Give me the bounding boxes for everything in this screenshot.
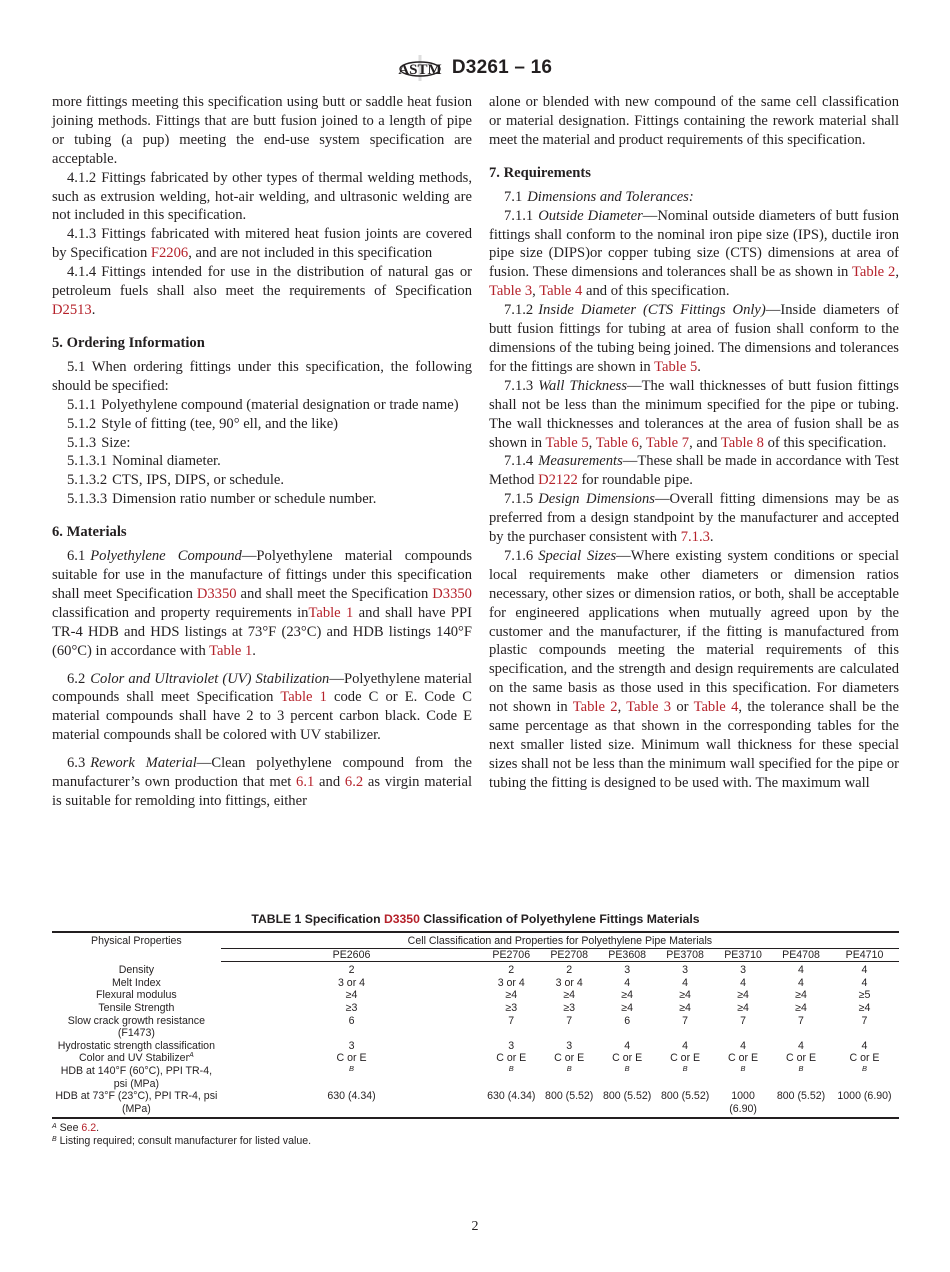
table-cell: ≥5 [858,989,871,1002]
classification-table [52,931,899,1119]
table-cell: ≥3 [505,1001,518,1014]
ref-link-table-2[interactable]: Table 2 [572,699,618,716]
clause-title: Wall Thickness [538,377,628,394]
clause-text: classification and property requirements in [52,604,309,621]
table-cell [482,1065,540,1090]
table-cell: 4 [682,1039,689,1052]
ref-link-f2206[interactable]: F2206 [150,245,189,262]
paragraph-4-1-3 [52,225,472,263]
table-body [52,962,899,1119]
table-row [52,1052,899,1065]
table-footnotes [52,1122,899,1148]
clause-number: 5.1.2 [67,415,97,432]
paragraph-5-1-3 [52,434,472,453]
clause-text: —Nominal outside diameters of butt fusion fittings shall conform to the nominal iron pipe size (IPS), ductile iron pipe size (DIPS)or copper tubing size (CTS) dimensions at area of fusion. These dimensions and tolerances shall be as shown in [489,207,900,281]
table-cell: ≥4 [505,989,518,1002]
table-cell: ≥4 [795,989,807,1002]
separator: , [638,434,646,451]
table-cell: 2 [348,964,355,977]
section-heading-materials: 6. Materials [52,524,127,541]
clause-text: as virgin material is suitable for remolding into fittings, either [52,774,472,809]
header-code: PE2706 [482,948,540,962]
clause-text: —Clean polyethylene compound from the manufacturer’s own production that met [52,755,472,791]
table-cell: C or E [728,1052,759,1065]
clause-text: . [697,358,701,375]
table-cell: 3 [624,964,631,977]
table-cell: ≥4 [621,989,633,1002]
clause-text: and shall meet the Specification [236,585,433,602]
table-cell: ≥4 [795,1001,807,1014]
table-cell: 3 or 4 [555,976,583,989]
footnote-b [52,1135,899,1148]
clause-text: —Where existing system conditions or special local requirements make other diameters or dimension ratios necessary, other sizes or dimension ratios, or both, shall be acceptable for engineered applications when mutually agreed upon by the customer and the manufacturer, if the fitting is manufactured from plastic compounds meeting the material requirements of this specification, and the strength and design requirements are calculated on the same basis as those used in this specification. For diameters not shown in [489,547,899,716]
clause-text: of this specification. [763,434,887,451]
header-code: PE2708 [540,948,598,962]
ref-link-table-3[interactable]: Table 3 [489,283,533,300]
table-cell: 7 [682,1014,689,1027]
paragraph-6-3-continued: alone or blended with new compound of the same cell classification or material designation. Fittings containing the rework material shall meet the material and product requirements of this specification. [489,94,899,148]
table-cell: C or E [670,1052,701,1065]
ref-link-6-1[interactable]: 6.1 [296,774,315,791]
table-cell [221,1065,483,1090]
caption-text: TABLE 1 Specification [251,912,384,926]
clause-text: code C or E. Code C material compounds shall have 2 to 3 percent carbon black. Code E material compounds shall be colored with UV stabilizer. [52,689,472,744]
clause-text: Polyethylene compound (material designation or trade name) [101,396,459,413]
header-code: PE3708 [656,948,714,962]
footnote-marker[interactable]: B [682,1063,688,1073]
row-label: Slow crack growth resistance (F1473) [67,1014,205,1040]
table-cell: 630 (4.34) [487,1090,536,1103]
table-cell: 4 [798,964,804,977]
clause-title: Color and Ultraviolet (UV) Stabilization [90,670,330,687]
clause-text: and [314,774,345,791]
clause-number: 5.1.3.2 [67,472,108,489]
table-cell: ≥4 [737,1001,749,1014]
paragraph-5-1-1 [52,396,472,415]
header-code: PE2606 [221,948,483,962]
ref-link-6-2[interactable]: 6.2 [81,1122,97,1135]
paragraph-6-3 [52,754,472,811]
clause-text: , the tolerance shall be the same percentage as that shown in the corresponding tables for the next smaller listed size. Minimum wall thickness for these special sizes shall not be less than the minimum wall specified for the pipe or tubing the fitting is designed to be used with. The maximum wall [489,699,899,791]
table-cell: 4 [861,1039,868,1052]
paragraph-7-1-6 [489,547,899,793]
paragraph-7-1-1 [489,207,899,302]
table-cell: ≥4 [563,989,576,1002]
header-cell-classification: Cell Classification and Properties for Polyethylene Pipe Materials [221,932,899,948]
table-cell: 2 [508,964,515,977]
table-cell: 3 or 4 [337,976,366,989]
clause-title: Design Dimensions [538,491,655,508]
clause-number: 7.1 [504,188,523,205]
clause-number: 6.2 [67,670,86,687]
separator: , [588,434,596,451]
table-cell [598,1065,656,1090]
header-code: PE4708 [772,948,830,962]
table-row [52,1040,899,1053]
clause-title: Rework Material [90,755,197,772]
table-cell: 3 or 4 [497,976,525,989]
table-cell: 800 (5.52) [603,1090,652,1103]
clause-text: —Inside diameters of butt fusion fittings for tubing at area of fusion shall conform to the dimensions of the tubing being joined. The dimensions and tolerances for the fittings are shown in [489,302,899,375]
clause-number: 7.1.5 [504,491,534,508]
separator: , [895,264,899,281]
paragraph-4-1-2 [52,169,472,226]
clause-title: Special Sizes [538,547,617,564]
ref-link-table-4[interactable]: Table 4 [539,283,583,300]
header-physical-properties: Physical Properties [91,935,182,947]
clause-text: . [709,529,714,546]
table-cell: 3 [566,1039,573,1052]
ref-link-table-5[interactable]: Table 5 [654,358,698,375]
paragraph-7-1 [489,188,899,207]
paragraph-4-1-4 [52,263,472,320]
footnote-marker[interactable]: B [624,1063,630,1073]
table-cell: 4 [624,1039,631,1052]
table-cell [540,1065,598,1090]
ref-link-table-7[interactable]: Table 7 [645,434,690,451]
table-cell [830,1065,899,1090]
clause-number: 6.1 [67,548,86,565]
left-column [52,93,472,811]
table-cell: ≥4 [621,1001,633,1014]
row-label [52,1052,221,1065]
ref-link-6-2[interactable]: 6.2 [344,774,364,791]
clause-text: Style of fitting (tee, 90° ell, and the like) [101,415,339,432]
table-cell: 7 [798,1014,804,1027]
clause-number: 4.1.3 [67,226,97,243]
clause-number: 7.1.3 [504,377,534,394]
table-cell: 1000 (6.90) [729,1090,757,1115]
table-cell: 4 [740,976,746,989]
table-cell: 7 [508,1014,515,1027]
table-cell: 1000 (6.90) [837,1090,892,1103]
table-row [52,977,899,990]
ref-link-d3350[interactable]: D3350 [196,585,237,602]
table-cell [714,1065,772,1090]
table-cell: ≥4 [345,989,358,1002]
clause-number: 7.1.1 [504,207,534,224]
clause-number: 7.1.6 [504,547,534,564]
clause-text: Fittings fabricated with mitered heat fusion joints are covered by Specification [52,226,472,262]
ref-link-table-6[interactable]: Table 6 [595,434,639,451]
paragraph-5-1-3-3 [52,490,472,509]
row-label: Flexural modulus [96,989,177,1002]
document-designation: D3261 – 16 [451,57,553,78]
clause-number: 7.1.4 [504,453,534,470]
ref-link-d3350[interactable]: D3350 [432,585,472,602]
paragraph-7-1-3 [489,377,899,453]
table-cell: C or E [785,1052,817,1065]
clause-text: Dimension ratio number or schedule number. [112,491,377,508]
clause-text: . [252,642,256,659]
paragraph-4-1-1-continued: more fittings meeting this specification using butt or saddle heat fusion joining methods. Fittings that are butt fusion joined to a length of pipe or tubing (a pup) meeting the end-use system specification are acceptable. [52,94,472,167]
section-heading-requirements: 7. Requirements [489,164,591,181]
table-cell: C or E [554,1052,585,1065]
clause-number: 6.3 [67,755,86,772]
table-cell: C or E [849,1052,880,1065]
ref-link-table-2[interactable]: Table 2 [851,264,896,281]
footnote-text: See [56,1122,82,1135]
footnote-text: . [96,1122,100,1135]
page-header [0,54,950,82]
table-row [52,1002,899,1015]
table-cell: 4 [798,1039,804,1052]
clause-text: —Overall fitting dimensions may be as preferred from a design standpoint by the manufacturer and accepted by the purchaser consistent with [489,491,899,546]
table-cell [772,1065,830,1090]
clause-text: —Polyethylene material compounds shall meet Specification [52,670,472,706]
clause-text: and of this specification. [582,283,730,300]
table-cell: 7 [861,1014,868,1027]
table-cell: 3 [740,964,746,977]
ref-link-table-1[interactable]: Table 1 [209,642,253,659]
clause-number: 5.1.3.1 [67,453,108,470]
clause-text: . [91,301,96,318]
table-cell: 3 [682,964,689,977]
clause-text: Nominal diameter. [112,453,221,470]
section-heading-ordering-information: 5. Ordering Information [52,334,205,351]
svg-text:ASTM: ASTM [398,62,442,78]
header-code: PE4710 [830,948,899,962]
paragraph-6-1 [52,547,472,660]
clause-text: for roundable pipe. [577,472,693,489]
table-caption [52,912,899,926]
clause-title: Polyethylene Compound [90,548,242,565]
page-number: 2 [471,1219,479,1234]
ref-link-table-1[interactable]: Table 1 [280,689,327,706]
clause-text: Fittings intended for use in the distribution of natural gas or petroleum fuels shall also meet the requirements of Specification [52,264,472,300]
paragraph-6-2 [52,670,472,746]
table-cell: 4 [861,976,868,989]
footnote-marker[interactable]: B [566,1063,572,1073]
table-cell: C or E [496,1052,527,1065]
table-cell: 7 [566,1014,573,1027]
row-label: Melt Index [111,976,161,989]
row-label: Tensile Strength [98,1001,175,1014]
row-label: HDB at 73°F (23°C), PPI TR-4, psi (MPa) [55,1090,218,1115]
row-label-text: Color and UV Stabilizer [78,1052,190,1065]
table-cell: 800 (5.52) [776,1090,826,1103]
table-cell: ≥4 [737,989,749,1002]
row-label: Hydrostatic strength classification [57,1039,215,1052]
table-cell: 800 (5.52) [545,1090,594,1103]
clause-text: —These shall be made in accordance with Test Method [489,453,899,489]
paragraph-5-1-3-1 [52,452,472,471]
table-cell: C or E [612,1052,643,1065]
table-cell: ≥3 [563,1001,576,1014]
clause-number: 7.1.2 [504,302,534,319]
right-column [489,93,899,793]
table-cell: 6 [624,1014,631,1027]
header-code: PE3710 [714,948,772,962]
table-1 [52,912,899,1148]
table-cell: ≥4 [858,1001,871,1014]
clause-number: 5.1.3 [67,434,97,451]
clause-number: 5.1.1 [67,396,97,413]
clause-title: Measurements [538,453,623,470]
ref-link-d2122[interactable]: D2122 [538,472,578,489]
paragraph-5-1-3-2 [52,471,472,490]
footnote-mark: A [52,1123,57,1131]
ref-link-d2513[interactable]: D2513 [52,301,92,318]
footnote-marker[interactable]: B [798,1063,804,1073]
caption-text: Classification of Polyethylene Fittings Materials [419,912,700,926]
clause-title: Outside Diameter [538,207,643,224]
table-cell: 6 [348,1014,355,1027]
ref-link-table-8[interactable]: Table 8 [720,434,764,451]
table-cell: ≥3 [345,1001,358,1014]
paragraph-7-1-4 [489,452,899,490]
table-row [52,1015,899,1040]
footnote-mark: B [52,1136,57,1144]
clause-text: Fittings fabricated by other types of thermal welding methods, such as extrusion welding, hot-air welding, and ultrasonic welding are not included in this specification. [52,169,472,224]
table-row [52,989,899,1002]
table-cell: 630 (4.34) [327,1090,376,1103]
clause-number: 4.1.4 [67,264,97,281]
table-cell: 4 [682,976,689,989]
table-cell: 4 [798,976,804,989]
separator: , [532,283,540,300]
paragraph-7-1-5 [489,490,899,547]
ref-link-d3350[interactable]: D3350 [383,912,420,926]
clause-text: —Polyethylene material compounds suitable for use in the manufacture of fittings under this specification shall meet Specification [52,548,472,602]
table-cell: 7 [740,1014,746,1027]
separator: , and [689,434,721,451]
table-cell: ≥4 [679,1001,691,1014]
separator: or [671,699,694,716]
table-cell: 3 [508,1039,515,1052]
clause-text: CTS, IPS, DIPS, or schedule. [112,472,285,489]
table-cell: 4 [624,976,631,989]
table-row [52,1065,899,1090]
clause-text: , and are not included in this specification [188,245,433,262]
table-row [52,1090,899,1118]
ref-link-table-3[interactable]: Table 3 [626,699,672,716]
table-cell: 2 [566,964,573,977]
paragraph-7-1-2 [489,301,899,377]
clause-text: and shall have PPI TR-4 HDB and HDS listings at 73°F (23°C) and HDB listings 140°F (60°C) in accordance with [52,604,472,659]
table-cell: 4 [861,964,868,977]
footnote-marker[interactable]: B [861,1063,867,1073]
table-cell [656,1065,714,1090]
separator: , [617,699,627,716]
table-cell: 4 [740,1039,746,1052]
row-label: Density [118,963,155,976]
ref-link-table-5[interactable]: Table 5 [545,434,589,451]
footnote-marker[interactable]: B [508,1063,514,1073]
clause-text: Size: [101,434,131,451]
paragraph-5-1-2 [52,415,472,434]
table-cell: C or E [336,1052,367,1065]
clause-number: 4.1.2 [67,169,97,186]
table-cell: 800 (5.52) [660,1090,710,1103]
ref-link-7-1-3[interactable]: 7.1.3 [680,529,710,546]
table-cell: ≥4 [679,989,691,1002]
footnote-marker[interactable]: B [740,1063,746,1073]
astm-logo-icon [398,54,442,82]
footnote-text: Listing required; consult manufacturer for listed value. [56,1135,312,1148]
paragraph-5-1: 5.1 When ordering fittings under this specification, the following should be specified: [52,358,472,394]
ref-link-table-1[interactable]: Table 1 [308,604,354,621]
table-cell: 3 [348,1039,355,1052]
clause-text: —The wall thicknesses of butt fusion fittings shall not be less than the minimum specified for the pipe or tubing. The wall thicknesses and tolerances at the area of fusion shall be as shown in [489,377,899,451]
table-row [52,962,899,977]
footnote-marker[interactable]: B [349,1063,355,1073]
header-code: PE3608 [598,948,656,962]
row-label: HDB at 140°F (60°C), PPI TR-4, psi (MPa) [60,1064,213,1090]
footnote-marker[interactable]: A [189,1052,194,1060]
clause-title: Inside Diameter (CTS Fittings Only) [538,302,766,319]
ref-link-table-4[interactable]: Table 4 [693,699,739,716]
footnote-a [52,1122,899,1135]
clause-title: Dimensions and Tolerances: [527,188,694,205]
clause-number: 5.1.3.3 [67,491,108,508]
